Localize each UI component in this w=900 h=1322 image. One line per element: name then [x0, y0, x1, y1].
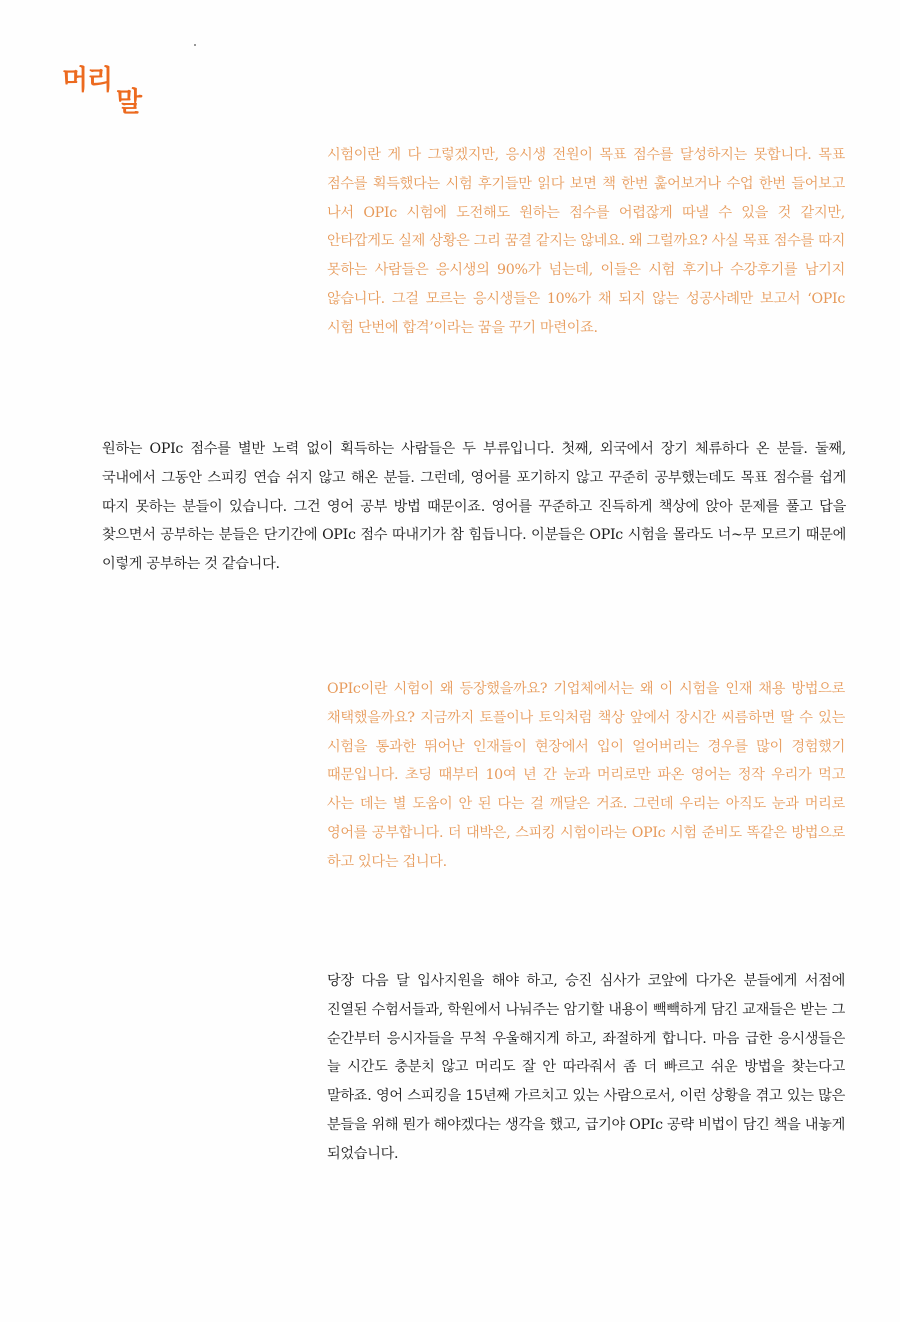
paragraph-1: 시험이란 게 다 그렇겠지만, 응시생 전원이 목표 점수를 달성하지는 못합니다. 목표 점수를 획득했다는 시험 후기들만 읽다 보면 책 한번 훑어보거나 수업 한번 들어보고 나서 OPIc 시험에 도전해도 원하는 점수를 어렵잖게 따낼 수 있을 것 같지만, 안타깝게도 실제 상황은 그리 꿈결 같지는 않네요. 왜 그럴까요? 사실 목표 점수를 따지 못하는 사람들은 응시생의 90%가 넘는데, 이들은 시험 후기나 수강후기를 남기지 않습니다. 그걸 모르는 응시생들은 10%가 채 되지 않는 성공사례만 보고서 ‘OPIc 시험 단번에 합격’이라는 꿈을 꾸기 마련이죠.	[327, 147, 845, 336]
preface-heading-part1: 머리	[62, 65, 113, 96]
speck	[194, 44, 196, 46]
preface-heading	[62, 52, 182, 122]
paragraph-2: 원하는 OPIc 점수를 별반 노력 없이 획득하는 사람들은 두 부류입니다. 첫째, 외국에서 장기 체류하다 온 분들. 둘째, 국내에서 그동안 스피킹 연습 쉬지 않고 해온 분들. 그런데, 영어를 포기하지 않고 꾸준히 공부했는데도 목표 점수를 쉽게 따지 못하는 분들이 있습니다. 그건 영어 공부 방법 때문이죠. 영어를 꾸준하고 진득하게 책상에 앉아 문제를 풀고 답을 찾으면서 공부하는 분들은 단기간에 OPIc 점수 따내기가 참 힘듭니다. 이분들은 OPIc 시험을 몰라도 너~무 모르기 때문에 이렇게 공부하는 것 같습니다.	[102, 441, 846, 573]
preface-heading-part2: 말	[116, 87, 142, 118]
paragraph-4: 당장 다음 달 입사지원을 해야 하고, 승진 심사가 코앞에 다가온 분들에게 서점에 진열된 수험서들과, 학원에서 나눠주는 암기할 내용이 빽빽하게 담긴 교재들은 받는 그 순간부터 응시자들을 무척 우울해지게 하고, 좌절하게 합니다. 마음 급한 응시생들은 늘 시간도 충분치 않고 머리도 잘 안 따라줘서 좀 더 빠르고 쉬운 방법을 찾는다고 말하죠. 영어 스피킹을 15년째 가르치고 있는 사람으로서, 이런 상황을 겪고 있는 많은 분들을 위해 뭔가 해야겠다는 생각을 했고, 급기야 OPIc 공략 비법이 담긴 책을 내놓게 되었습니다.	[327, 973, 845, 1162]
paragraph-3: OPIc이란 시험이 왜 등장했을까요? 기업체에서는 왜 이 시험을 인재 채용 방법으로 채택했을까요? 지금까지 토플이나 토익처럼 책상 앞에서 장시간 씨름하면 딸 수 있는 시험을 통과한 뛰어난 인재들이 현장에서 입이 얼어버리는 경우를 많이 경험했기 때문입니다. 초딩 때부터 10여 년 간 눈과 머리로만 파온 영어는 정작 우리가 먹고 사는 데는 별 도움이 안 된 다는 걸 깨달은 거죠. 그런데 우리는 아직도 눈과 머리로 영어를 공부합니다. 더 대박은, 스피킹 시험이라는 OPIc 시험 준비도 똑같은 방법으로 하고 있다는 겁니다.	[327, 681, 845, 870]
